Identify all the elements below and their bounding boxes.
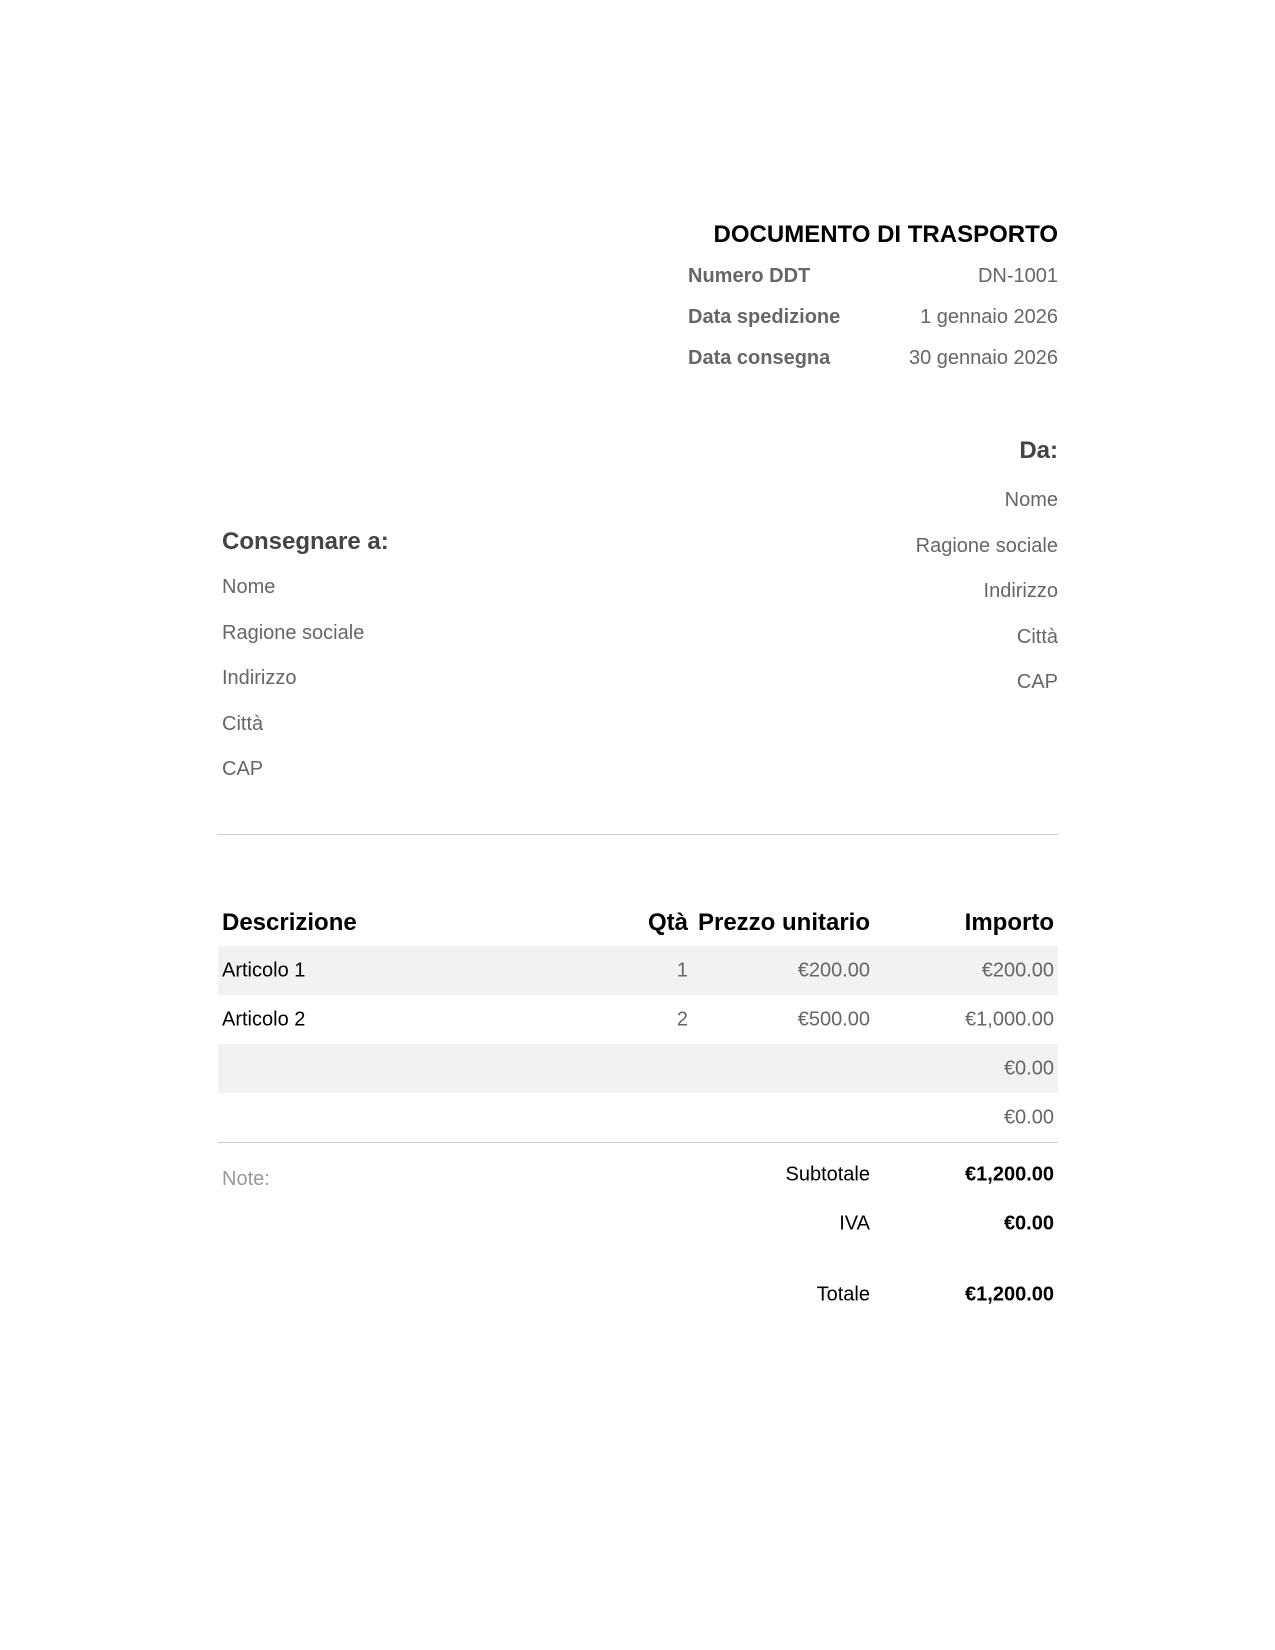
notes-label: Note: (222, 1168, 270, 1190)
header-quantity: Qtà (647, 909, 688, 936)
recipient-heading: Consegnare a: (222, 528, 389, 555)
recipient-address (222, 528, 389, 804)
totals-block (218, 1150, 1058, 1319)
sender-address (916, 437, 1058, 717)
recipient-city: Città (222, 712, 264, 735)
tax-row (218, 1199, 1058, 1248)
total-row (218, 1270, 1058, 1319)
subtotal-label: Subtotale (785, 1163, 870, 1185)
meta-label: Data consegna (688, 347, 831, 369)
sender-name: Nome (1004, 489, 1058, 511)
sender-company: Ragione sociale (915, 534, 1058, 557)
tax-value: €0.00 (1003, 1212, 1054, 1234)
meta-label: Numero DDT (688, 265, 811, 287)
item-amount: €0.00 (1003, 1106, 1054, 1128)
total-value: €1,200.00 (965, 1283, 1054, 1305)
item-quantity: 1 (676, 959, 688, 981)
subtotal-value: €1,200.00 (965, 1163, 1054, 1185)
recipient-street: Indirizzo (222, 667, 297, 689)
tax-label: IVA (839, 1212, 870, 1234)
meta-value: 1 gennaio 2026 (920, 306, 1058, 328)
meta-value: DN-1001 (977, 265, 1058, 287)
recipient-name: Nome (222, 576, 276, 598)
table-row (218, 1093, 1058, 1142)
sender-city: Città (1016, 625, 1058, 648)
table-row (218, 1044, 1058, 1093)
header-amount: Importo (964, 909, 1054, 936)
subtotal-row (218, 1150, 1058, 1199)
item-description: Articolo 1 (222, 959, 306, 981)
header-description: Descrizione (222, 909, 357, 936)
section-divider (218, 834, 1058, 835)
meta-row-ship-date (684, 306, 1058, 347)
document-meta (684, 265, 1058, 388)
totals-spacer (218, 1248, 1058, 1270)
items-bottom-rule (218, 1142, 1058, 1143)
items-header-row (218, 900, 1058, 946)
delivery-note-page (218, 0, 1058, 1650)
item-amount: €1,000.00 (965, 1008, 1054, 1030)
table-row (218, 946, 1058, 995)
document-title: DOCUMENTO DI TRASPORTO (713, 221, 1058, 248)
meta-label: Data spedizione (688, 306, 841, 328)
recipient-company: Ragione sociale (222, 621, 365, 644)
meta-row-ddt-number (684, 265, 1058, 306)
header-unit-price: Prezzo unitario (697, 909, 870, 936)
meta-value: 30 gennaio 2026 (908, 347, 1058, 369)
table-row (218, 995, 1058, 1044)
item-amount: €200.00 (981, 959, 1054, 981)
item-quantity: 2 (676, 1008, 688, 1030)
sender-heading: Da: (1019, 437, 1058, 464)
sender-postcode: CAP (1016, 671, 1058, 693)
item-unit-price: €500.00 (797, 1008, 870, 1030)
meta-row-delivery-date (684, 347, 1058, 388)
items-table (218, 900, 1058, 1143)
total-label: Totale (816, 1283, 870, 1305)
sender-street: Indirizzo (983, 580, 1058, 602)
item-unit-price: €200.00 (797, 959, 870, 981)
item-amount: €0.00 (1003, 1057, 1054, 1079)
recipient-postcode: CAP (222, 758, 264, 780)
item-description: Articolo 2 (222, 1008, 306, 1030)
